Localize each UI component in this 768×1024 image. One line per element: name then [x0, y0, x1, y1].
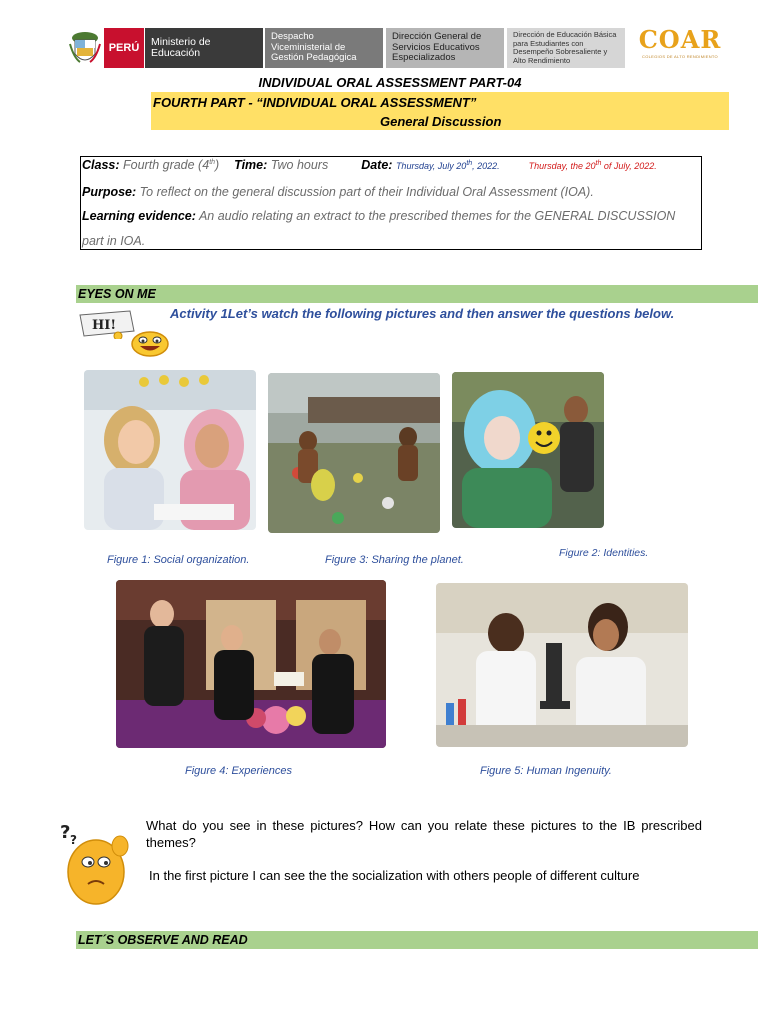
hi-sign-text: HI! — [92, 318, 117, 333]
purpose-value: To reflect on the general discussion part of their Individual Oral Assessment (IOA). — [139, 185, 594, 199]
despacho-label: Despacho Viceministerial de Gestión Pedagógica — [265, 28, 383, 68]
coar-logo-text: COAR — [638, 25, 722, 54]
figure-2-caption: Figure 2: Identities. — [559, 547, 649, 559]
figure-4-experiences-image — [116, 580, 386, 748]
fourth-part-heading: FOURTH PART - “INDIVIDUAL ORAL ASSESSMENT” — [153, 95, 477, 110]
learning-evidence-continued: part in IOA. — [82, 234, 146, 248]
coar-logo — [638, 26, 722, 66]
section-heading-lets-observe-and-read: LET´S OBSERVE AND READ — [76, 931, 758, 949]
general-discussion-heading: General Discussion — [380, 114, 502, 129]
date-value-blue: Thursday, July 20th, 2022. — [395, 160, 500, 171]
figure-4-caption: Figure 4: Experiences — [185, 765, 292, 777]
figure-5-human-ingenuity-image — [436, 583, 688, 747]
smiley-icon — [130, 330, 170, 358]
class-value: Fourth grade (4th) — [123, 158, 220, 172]
purpose-line — [82, 185, 594, 199]
page-title: INDIVIDUAL ORAL ASSESSMENT PART-04 — [258, 75, 522, 90]
ministerio-label: Ministerio de Educación — [145, 28, 263, 68]
thinking-emoji-icon — [58, 820, 138, 906]
time-label: Time: — [234, 158, 268, 172]
figure-3-sharing-the-planet-image — [268, 373, 440, 533]
peru-coat-of-arms-icon — [68, 28, 102, 68]
discussion-question: What do you see in these pictures? How can you relate these pictures to the IB prescribed themes? — [146, 818, 702, 850]
class-time-date-line — [82, 158, 657, 172]
time-value: Two hours — [270, 158, 329, 172]
svg-text:?: ? — [60, 822, 71, 843]
figure-1-caption: Figure 1: Social organization. — [107, 554, 250, 566]
direccion-label: Dirección General de Servicios Educativos Especializados — [386, 28, 504, 68]
date-value-red: Thursday, the 20th of July, 2022. — [528, 160, 657, 171]
svg-text:?: ? — [70, 833, 77, 847]
figure-1-social-organization-image — [84, 370, 256, 530]
activity-instruction: Activity 1Let’s watch the following pictures and then answer the questions below. — [170, 306, 675, 321]
figure-5-caption: Figure 5: Human Ingenuity. — [480, 765, 612, 777]
peru-label: PERÚ — [104, 28, 144, 68]
dieb-label: Dirección de Educación Básica para Estudiantes con Desempeño Sobresaliente y Alto Rendimiento — [507, 28, 625, 68]
learning-evidence-value: An audio relating an extract to the prescribed themes for the GENERAL DISCUSSION — [198, 209, 676, 223]
purpose-label: Purpose: — [82, 185, 137, 199]
hi-sign-icon — [78, 309, 136, 339]
date-label: Date: — [361, 158, 393, 172]
learning-evidence-line — [82, 209, 675, 223]
class-label: Class: — [82, 158, 120, 172]
student-answer: In the first picture I can see the the socialization with others people of different culture — [149, 868, 640, 883]
figure-3-caption: Figure 3: Sharing the planet. — [325, 554, 464, 566]
section-heading-eyes-on-me: EYES ON ME — [76, 285, 758, 303]
coar-logo-subtitle: COLEGIOS DE ALTO RENDIMIENTO — [642, 54, 718, 59]
learning-evidence-label: Learning evidence: — [82, 209, 196, 223]
figure-2-identities-image — [452, 372, 604, 528]
